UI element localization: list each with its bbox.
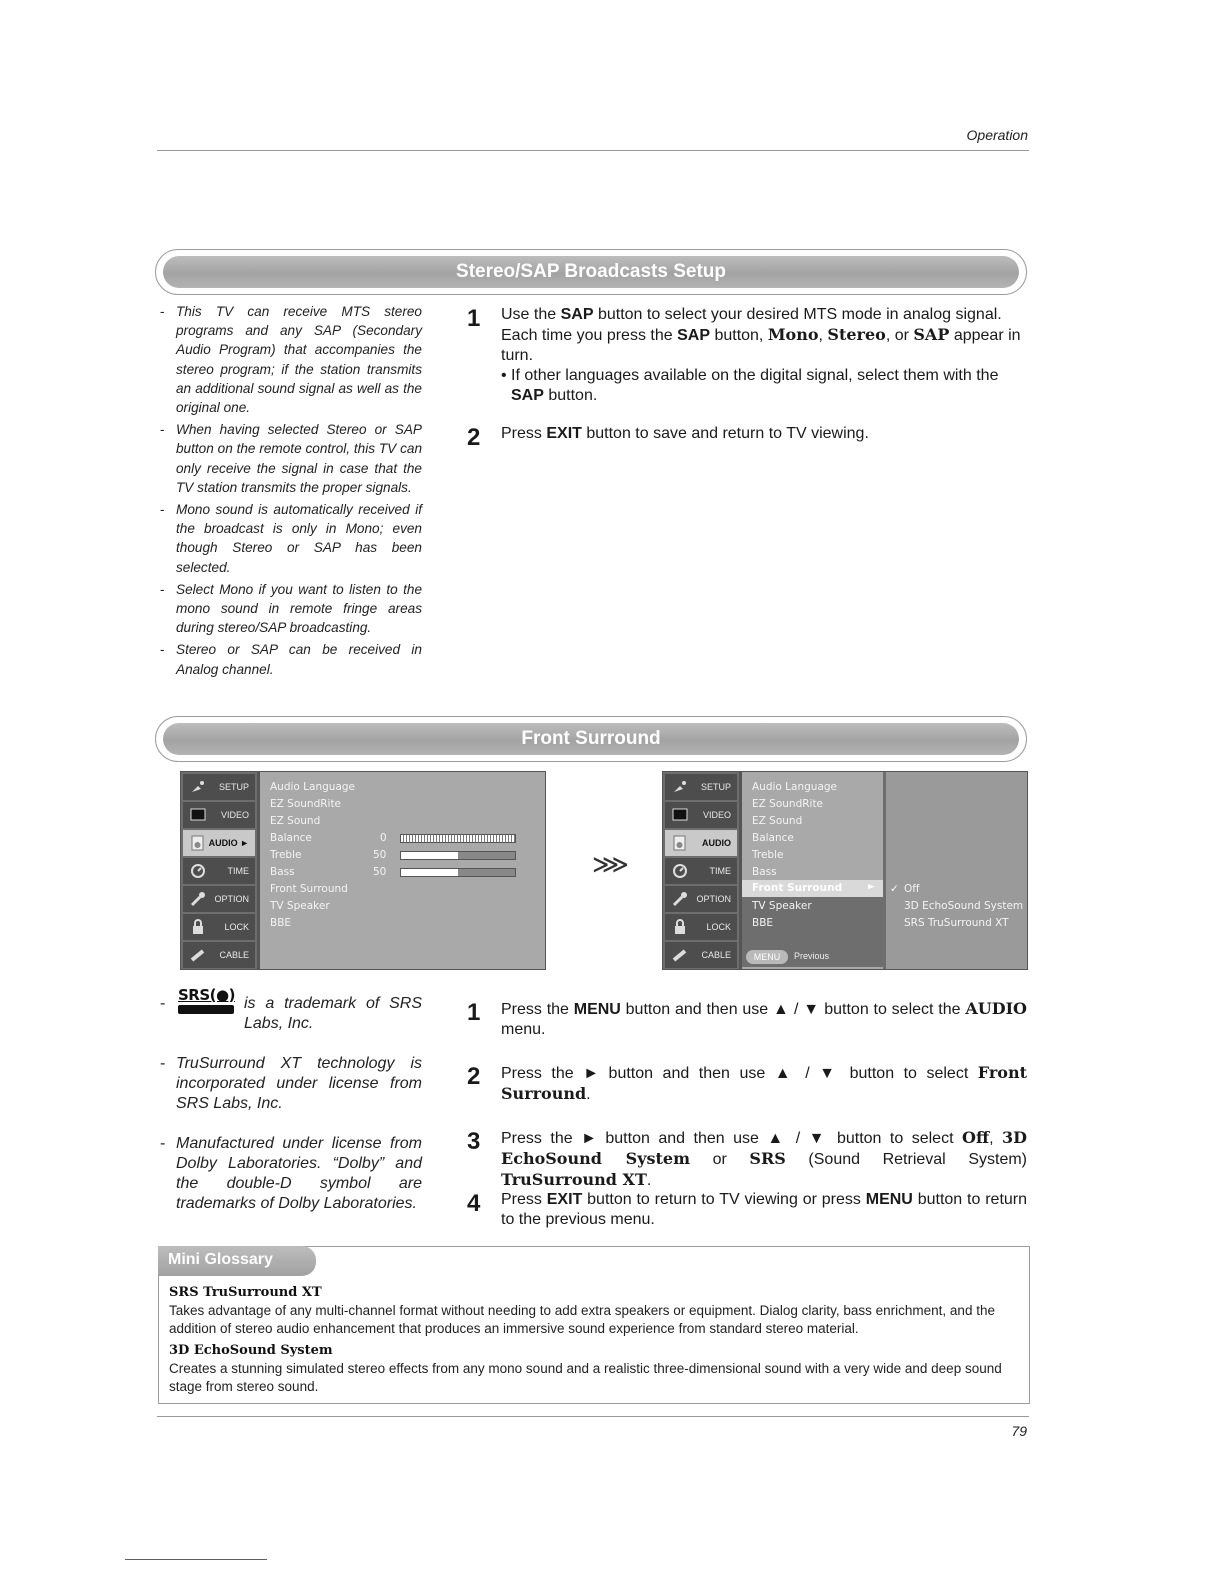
menu-item-ez-sound: EZ Sound [752,815,803,827]
menu-item-treble: Treble [270,849,302,861]
mini-glossary [158,1246,1030,1404]
menu-item-tv-speaker: TV Speaker [752,900,812,912]
menu-item-bbe: BBE [270,917,292,929]
clock-icon [671,862,689,880]
note-item: - Stereo or SAP can be received in Analog channel. [158,640,422,678]
glossary-term: 3D EchoSound System [169,1343,333,1358]
speaker-icon [671,834,689,852]
sap-step-2 [467,424,1027,451]
step-text: Press the ► button and then use ▲ / ▼ button to select Front Surround. [501,1063,1027,1103]
glossary-definition: Takes advantage of any multi-channel format without needing to add extra speakers or equipment. Dialog clarity, bass enrichment, and the addition of stereo audio enhancement that produces an immersive sound experience from standard stereo material. [169,1303,995,1336]
lock-icon [189,918,207,936]
fs-step-2 [467,1063,1027,1105]
clock-icon [189,862,207,880]
menu-item-treble: Treble [752,849,784,861]
audio-menu-panel [739,772,883,969]
step-number: 1 [467,305,481,332]
tab-option: OPTION [183,886,255,912]
note-item: - is a trademark of SRS Labs, Inc. [158,994,422,1034]
wrench-icon [671,890,689,908]
option-srs-trusurround: SRS TruSurround XT [904,917,1009,929]
menu-item-tv-speaker: TV Speaker [270,900,330,912]
treble-value: 50 [373,849,387,861]
tab-cable: CABLE [183,942,255,968]
menu-item-audio-language: Audio Language [752,781,837,793]
option-3d-echosound: 3D EchoSound System [904,900,1024,912]
fs-step-1 [467,999,1027,1040]
menu-item-ez-sound: EZ Sound [270,815,321,827]
tab-audio: AUDIO ► [183,830,255,856]
tab-setup: SETUP [183,774,255,800]
note-item: - Manufactured under license from Dolby Laboratories. “Dolby” and the double-D symbol are trademarks of Dolby Laboratories. [158,1134,422,1214]
menu-item-balance: Balance [270,832,312,844]
note-item: - When having selected Stereo or SAP button on the remote control, this TV can only receive the signal in case that the TV station transmits the proper signals. [158,420,422,497]
menu-item-ez-soundrite: EZ SoundRite [270,798,342,810]
menu-item-bbe: BBE [752,917,774,929]
srs-logo: SRS(●) [178,986,240,1024]
fs-step-4 [467,1190,1027,1230]
page-number: 79 [1011,1423,1027,1439]
bass-value: 50 [373,866,387,878]
sap-step-1 [467,305,1027,406]
menu-item-audio-language: Audio Language [270,781,355,793]
balance-slider [400,834,516,843]
tab-audio: AUDIO [665,830,737,856]
menu-button: MENU [746,950,788,964]
front-surround-banner [155,716,1027,762]
treble-slider [400,851,516,860]
step-text: Press EXIT button to save and return to TV viewing. [501,425,869,442]
footer-divider [157,1416,1029,1417]
step-number: 4 [467,1190,481,1217]
next-arrow-icon: ⋙ [592,850,629,880]
front-surround-submenu [886,772,1027,969]
note-item: - This TV can receive MTS stereo programs and any SAP (Secondary Audio Program) that accompanies the stereo program; if the station transmits an additional sound signal as well as the original one. [158,302,422,417]
lock-icon [671,918,689,936]
step-number: 3 [467,1128,481,1155]
step-text: Press the ► button and then use ▲ / ▼ button to select Off, 3D EchoSound System or SRS (Sound Retrieval System) TruSurround XT. [501,1128,1028,1189]
tab-lock: LOCK [665,914,737,940]
menu-tabs [663,772,738,969]
tab-video: VIDEO [665,802,737,828]
glossary-title: Mini Glossary [158,1246,316,1276]
tab-cable: CABLE [665,942,737,968]
front-surround-menu-screenshot [662,771,1028,970]
speaker-icon [189,834,207,852]
audio-menu-panel [257,772,545,969]
cable-icon [189,946,207,964]
stereo-sap-title: Stereo/SAP Broadcasts Setup [456,261,726,282]
glossary-term: SRS TruSurround XT [169,1285,322,1300]
bass-level [458,869,515,876]
previous-label: Previous [794,951,830,961]
step-number: 2 [467,424,481,451]
step-text: Use the SAP button to select your desired MTS mode in analog signal. Each time you press the SAP button, Mono, Stereo, or SAP appear in turn. • If other languages available on the digital signal, select them with the SAP button. [501,306,1021,404]
note-item: - Mono sound is automatically received if the broadcast is only in Mono; even though Stereo or SAP has been selected. [158,500,422,577]
bass-slider [400,868,516,877]
treble-level [458,852,515,859]
menu-item-balance: Balance [752,832,794,844]
monitor-icon [189,806,207,824]
menu-item-front-surround-selected: Front Surround ► [752,882,875,894]
satellite-icon [189,778,207,796]
menu-tabs [181,772,256,969]
note-item: - Select Mono if you want to listen to the mono sound in remote fringe areas during stereo/SAP broadcasting. [158,580,422,638]
wrench-icon [189,890,207,908]
menu-item-bass: Bass [270,866,295,878]
checkmark-icon: ✓ [890,883,899,895]
stereo-sap-notes [158,302,422,682]
menu-item-ez-soundrite: EZ SoundRite [752,798,824,810]
note-item: - TruSurround XT technology is incorporated under license from SRS Labs, Inc. [158,1054,422,1114]
monitor-icon [671,806,689,824]
fs-step-3 [467,1128,1027,1191]
menu-item-front-surround: Front Surround [270,883,348,895]
glossary-definition: Creates a stunning simulated stereo effects from any mono sound and a realistic three-dimensional sound with a very wide and deep sound stage from stereo sound. [169,1361,1002,1394]
satellite-icon [671,778,689,796]
step-number: 2 [467,1063,481,1090]
tab-option: OPTION [665,886,737,912]
step-text: Press EXIT button to return to TV viewing or press MENU button to return to the previous menu. [501,1191,1028,1228]
cable-icon [671,946,689,964]
balance-value: 0 [380,832,387,844]
header-divider [157,150,1029,151]
step-number: 1 [467,999,481,1026]
section-header: Operation [966,127,1028,143]
audio-menu-screenshot [180,771,546,970]
tab-time: TIME [183,858,255,884]
option-off: Off [904,883,920,895]
front-surround-title: Front Surround [521,728,661,749]
step-text: Press the MENU button and then use ▲ / ▼ button to select the AUDIO menu. [501,999,1027,1038]
stereo-sap-banner [155,249,1027,295]
tab-time: TIME [665,858,737,884]
menu-item-bass: Bass [752,866,777,878]
tab-setup: SETUP [665,774,737,800]
front-surround-notes [158,994,422,1234]
tab-lock: LOCK [183,914,255,940]
tab-video: VIDEO [183,802,255,828]
link-underline [125,1559,267,1560]
